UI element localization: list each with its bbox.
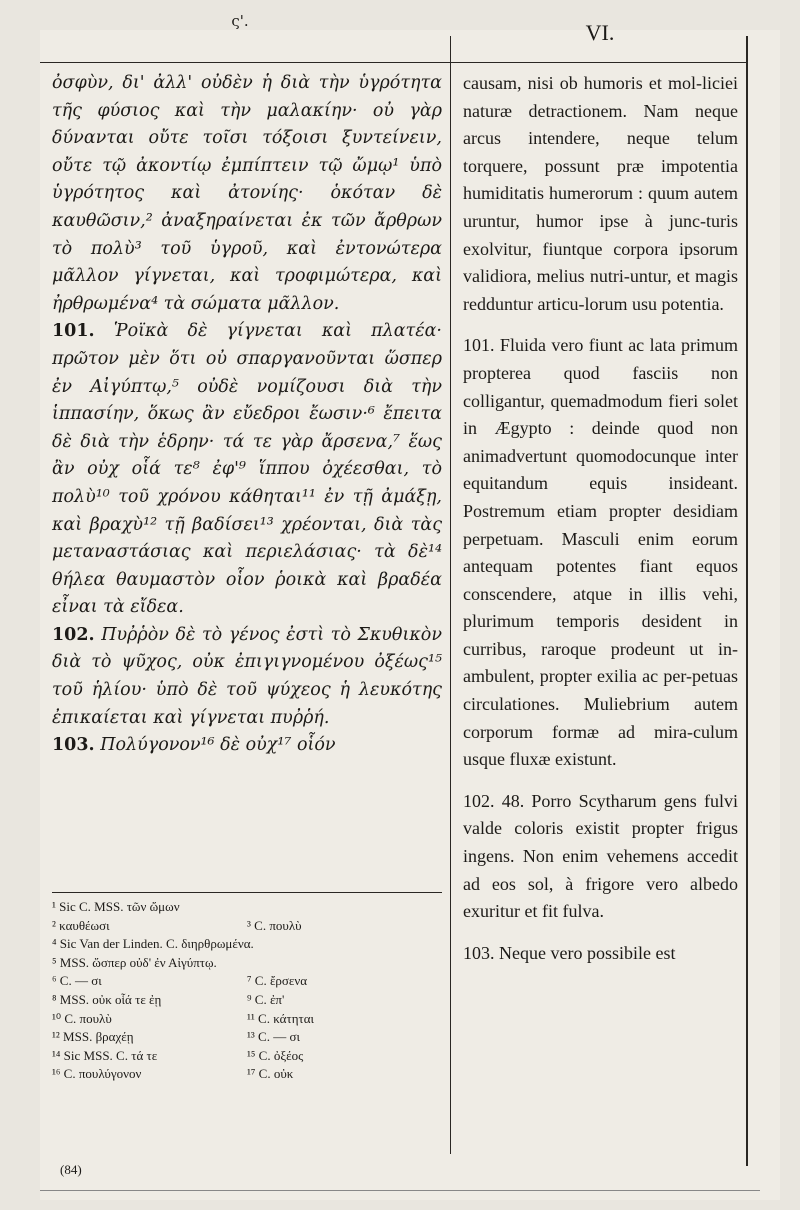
- section-number: 103.: [52, 735, 95, 756]
- latin-paragraph: 101. Fluida vero fiunt ac lata primum propterea quod fasciis non colligantur, quemadmodum fieri solet in Ægypto : deinde quod non animadvertunt quomodocunque inter equitandum equis insideant. Postremum etiam propter desidiam perpetuam. Masculi enim eorum antequam potentes fiant equos conscendere, atque in illis vehi, plurimum temporis desident in curribus, raroque prodeunt ut in-ambulent, propter exilia ac per-petuas circulationes. Muliebrium autem corporum formæ ad mira-culum usque fluxæ existunt.: [463, 335, 738, 770]
- footnote: ³ C. πουλὺ: [247, 917, 302, 933]
- column-separator: [450, 36, 451, 1154]
- footnote: ¹¹ C. κάτηται: [247, 1010, 315, 1026]
- running-head-greek: ς'.: [231, 12, 249, 30]
- latin-paragraph: 103. Neque vero possibile est: [463, 942, 676, 963]
- footnote: ⁵ MSS. ὥσπερ οὐδ' ἐν Αἰγύπτῳ.: [52, 954, 217, 970]
- footnote-row: [52, 935, 442, 954]
- latin-column: [463, 70, 738, 981]
- footnote: ⁹ C. ἐπ': [247, 991, 285, 1007]
- footnotes: [52, 898, 442, 1084]
- latin-paragraph: 102. 48. Porro Scytharum gens fulvi valde coloris existit propter frigus ingens. Non enim vehemens accedit ad eos sol, à frigore vero albedo exuritur et fit fulva.: [463, 790, 738, 922]
- footnote-row: [52, 1028, 442, 1047]
- greek-paragraph: [52, 318, 442, 622]
- footnote: ¹⁶ C. πουλύγονον: [52, 1066, 142, 1082]
- footnote: ¹⁰ C. πουλὺ: [52, 1010, 112, 1026]
- greek-text: Πολύγονον¹⁶ δὲ οὐχ¹⁷ οἷόν: [100, 735, 336, 756]
- footnote: ¹⁷ C. οὐκ: [247, 1066, 294, 1082]
- section-number: 102.: [52, 624, 95, 645]
- header-rule: [40, 62, 746, 63]
- greek-column: [52, 70, 442, 760]
- footnote: ⁷ C. ἔρσενα: [247, 973, 308, 989]
- footnote: ¹⁴ Sic MSS. C. τά τε: [52, 1047, 158, 1063]
- bottom-edge: [40, 1190, 760, 1191]
- footnote-row: [52, 1065, 442, 1084]
- page-border: [746, 36, 748, 1166]
- footnote-row: [52, 898, 442, 917]
- footnote-row: [52, 1047, 442, 1066]
- footnote-row: [52, 991, 442, 1010]
- footnote-row: [52, 1010, 442, 1029]
- footnote: ⁸ MSS. οὐκ οἷά τε ἐῃ: [52, 991, 162, 1007]
- footnote-row: [52, 954, 442, 973]
- footnote-row: [52, 917, 442, 936]
- footnote: ⁶ C. — σι: [52, 973, 102, 989]
- footnote: ⁴ Sic Van der Linden. C. διηρθρωμένα.: [52, 936, 254, 952]
- section-number: 101.: [52, 321, 95, 342]
- footnote: ¹² MSS. βραχέῃ: [52, 1029, 134, 1045]
- footnote: ¹⁵ C. ὀξέος: [247, 1047, 304, 1063]
- greek-paragraph: [52, 732, 442, 760]
- greek-text: Ῥοϊκὰ δὲ γίγνεται καὶ πλατέα· πρῶτον μὲν ὅτι οὐ σπαργανοῦνται ὥσπερ ἐν Αἰγύπτῳ,⁵ οὐδὲ νομίζουσι διὰ τὴν ἱππασίην, ὅκως ἂν εὔεδροι ἔωσιν·⁶ ἔπειτα δὲ διὰ τὴν ἑδρην· τά τε γὰρ ἄρσενα,⁷ ἕως ἂν οὐχ οἷά τε⁸ ἐφ'⁹ ἵππου ὀχέεσθαι, τὸ πολὺ¹⁰ τοῦ χρόνου κάθηται¹¹ ἐν τῇ ἀμάξῃ, καὶ βραχὺ¹² τῇ βαδίσει¹³ χρέονται, διὰ τὰς μεταναστάσιας καὶ περιελάσιας· τὰ δὲ¹⁴ θήλεα θαυμαστὸν οἷον ῥοικὰ καὶ βραδέα εἶναι τὰ εἴδεα.: [52, 321, 442, 618]
- running-head-latin: VI.: [585, 20, 615, 45]
- latin-paragraph: causam, nisi ob humoris et mol-liciei naturæ detractionem. Nam neque arcus intendere, neque telum torquere, possunt præ impotentia humiditatis humerorum : quum autem uruntur, humor ipse à junc-turis exolvitur, fiuntque corpora ipsorum validiora, melius nutri-untur, et magis redduntur articu-lorum usu potentia.: [463, 73, 738, 314]
- footnote: ¹ Sic C. MSS. τῶν ὤμων: [52, 899, 180, 914]
- footnote-row: [52, 972, 442, 991]
- page-number: (84): [60, 1162, 82, 1177]
- greek-paragraph: ὀσφὺν, δι' ἀλλ' οὐδὲν ἡ διὰ τὴν ὑγρότητα τῆς φύσιος καὶ τὴν μαλακίην· οὐ γὰρ δύνανται οὔτε τοῖσι τόξοισι ξυντείνειν, οὔτε τῷ ἀκοντίῳ ἐμπίπτειν τῷ ὤμῳ¹ ὑπὸ ὑγρότητος καὶ ἀτονίης· ὁκόταν δὲ καυθῶσιν,² ἀναξηραίνεται ἐκ τῶν ἄρθρων τὸ πολὺ³ τοῦ ὑγροῦ, καὶ ἐντονώτερα μᾶλλον γίγνεται, καὶ τροφιμώτερα, καὶ ἠρθρωμένα⁴ τὰ σώματα μᾶλλον.: [52, 73, 442, 314]
- greek-paragraph: [52, 622, 442, 732]
- footnote: ¹³ C. — σι: [247, 1029, 300, 1045]
- footnote: ² καυθέωσι: [52, 917, 110, 933]
- footnote-rule: [52, 892, 442, 893]
- greek-text: Πυῤῥὸν δὲ τὸ γένος ἐστὶ τὸ Σκυθικὸν διὰ τὸ ψῦχος, οὐκ ἐπιγιγνομένου ὀξέως¹⁵ τοῦ ἡλίου· ὑπὸ δὲ τοῦ ψύχεος ἡ λευκότης ἐπικαίεται καὶ γίγνεται πυῤῥή.: [52, 624, 442, 728]
